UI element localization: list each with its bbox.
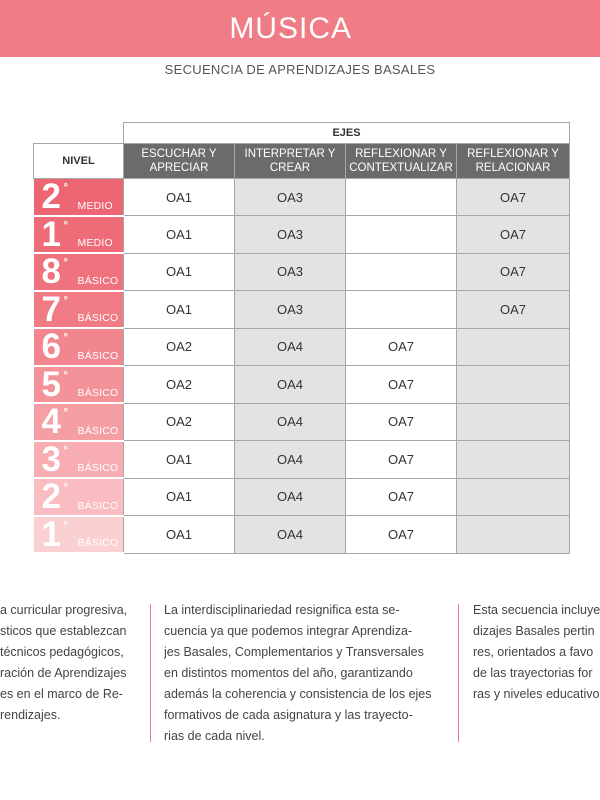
text-line: dizajes Basales pertin: [473, 624, 595, 638]
level-name: BÁSICO: [77, 349, 119, 362]
table-row: [34, 216, 570, 254]
objective-cell: OA3: [235, 179, 346, 216]
level-cell: [34, 403, 124, 441]
text-line: Esta secuencia incluye: [473, 603, 600, 617]
objective-cell: OA7: [346, 441, 457, 479]
level-number: 5: [41, 364, 61, 404]
objective-cell: OA7: [346, 366, 457, 404]
text-column-middle: [164, 600, 436, 747]
level-number: 8: [41, 252, 61, 291]
level-degree: °: [63, 369, 68, 382]
objective-cell: OA7: [346, 403, 457, 441]
text-line: formativos de cada asignatura y las trayecto-: [164, 708, 413, 722]
objective-cell: OA1: [124, 441, 235, 479]
text-line: técnicos pedagógicos,: [0, 645, 124, 659]
level-cell: [34, 253, 124, 291]
level-number: 4: [41, 402, 61, 441]
text-line: res, orientados a favo: [473, 645, 594, 659]
objective-cell: [346, 179, 457, 216]
objective-cell: OA4: [235, 328, 346, 366]
level-number: 6: [41, 327, 61, 366]
objective-cell: OA7: [457, 216, 570, 254]
table-row: [34, 403, 570, 441]
objective-cell: [457, 516, 570, 554]
level-name: BÁSICO: [77, 537, 119, 549]
objective-cell: OA7: [346, 328, 457, 366]
level-degree: °: [63, 294, 68, 307]
level-name: MEDIO: [77, 199, 113, 212]
objective-cell: OA4: [235, 441, 346, 479]
text-line: rias de cada nivel.: [164, 729, 265, 743]
objective-cell: OA1: [124, 216, 235, 254]
level-cell: [34, 441, 124, 479]
objective-cell: [457, 478, 570, 516]
text-line: a curricular progresiva,: [0, 603, 128, 617]
table-corner: [34, 123, 124, 144]
level-cell: [34, 179, 124, 216]
objective-cell: OA7: [346, 478, 457, 516]
objective-cell: OA3: [235, 253, 346, 291]
table-row: [34, 253, 570, 291]
level-name: BÁSICO: [77, 499, 119, 512]
level-number: 1: [41, 514, 61, 554]
table-row: [34, 478, 570, 516]
table-row: [34, 328, 570, 366]
level-degree: °: [63, 444, 68, 457]
text-line: La interdisciplinariedad resignifica esta se-: [164, 603, 400, 617]
level-cell: [34, 328, 124, 366]
level-number: 7: [41, 289, 61, 329]
text-line: de las trayectorias for: [473, 666, 593, 680]
axis-header: REFLEXIONAR Y RELACIONAR: [457, 144, 570, 179]
objective-cell: OA2: [124, 403, 235, 441]
table-row: [34, 366, 570, 404]
level-degree: °: [63, 257, 68, 269]
objective-cell: OA1: [124, 478, 235, 516]
level-degree: °: [63, 332, 68, 344]
table-row: [34, 516, 570, 554]
objective-cell: [457, 441, 570, 479]
table-row: [34, 291, 570, 329]
learning-sequence-table: [33, 122, 570, 554]
level-number: 3: [41, 439, 61, 479]
objective-cell: OA3: [235, 291, 346, 329]
level-name: BÁSICO: [77, 462, 119, 474]
level-cell: [34, 478, 124, 516]
objective-cell: OA4: [235, 366, 346, 404]
objective-cell: OA4: [235, 403, 346, 441]
objective-cell: OA1: [124, 253, 235, 291]
text-line: ras y niveles educativo: [473, 687, 600, 701]
level-number: 2: [41, 477, 61, 516]
level-name: BÁSICO: [77, 312, 119, 324]
objective-cell: OA2: [124, 328, 235, 366]
objective-cell: OA7: [457, 253, 570, 291]
text-line: sticos que establezcan: [0, 624, 127, 638]
text-column-left: [0, 600, 132, 726]
level-degree: °: [63, 407, 68, 419]
level-cell: [34, 516, 124, 554]
objective-cell: OA4: [235, 478, 346, 516]
objective-cell: [346, 291, 457, 329]
table-row: [34, 441, 570, 479]
level-name: BÁSICO: [77, 274, 119, 287]
level-cell: [34, 366, 124, 404]
title-banner: [0, 0, 600, 57]
level-name: MEDIO: [77, 237, 113, 249]
objective-cell: [457, 403, 570, 441]
level-number: 2: [41, 177, 61, 216]
objective-cell: OA1: [124, 291, 235, 329]
text-line: cuencia ya que podemos integrar Aprendiza-: [164, 624, 413, 638]
column-divider-left: [150, 604, 151, 742]
objective-cell: OA3: [235, 216, 346, 254]
column-divider-right: [458, 604, 459, 742]
objective-cell: OA2: [124, 366, 235, 404]
objective-cell: OA1: [124, 179, 235, 216]
level-degree: °: [63, 482, 68, 494]
page-title: MÚSICA: [229, 11, 352, 45]
text-line: en distintos momentos del año, garantizando: [164, 666, 413, 680]
objective-cell: OA7: [457, 291, 570, 329]
text-line: además la coherencia y consistencia de los ejes: [164, 687, 432, 701]
text-column-right: [473, 600, 600, 705]
objective-cell: OA7: [457, 179, 570, 216]
objective-cell: [457, 366, 570, 404]
ejes-header: EJES: [124, 123, 570, 144]
objective-cell: OA4: [235, 516, 346, 554]
level-degree: °: [63, 519, 68, 532]
table-row: [34, 179, 570, 216]
axis-header: REFLEXIONAR Y CONTEXTUALIZAR: [346, 144, 457, 179]
objective-cell: OA7: [346, 516, 457, 554]
objective-cell: [346, 253, 457, 291]
objective-cell: [346, 216, 457, 254]
text-line: es en el marco de Re-: [0, 687, 123, 701]
nivel-header: NIVEL: [34, 144, 124, 179]
level-degree: °: [63, 219, 68, 232]
axis-header: ESCUCHAR Y APRECIAR: [124, 144, 235, 179]
objective-cell: OA1: [124, 516, 235, 554]
axis-header: INTERPRETAR Y CREAR: [235, 144, 346, 179]
level-cell: [34, 216, 124, 254]
level-cell: [34, 291, 124, 329]
level-name: BÁSICO: [77, 387, 119, 399]
text-line: jes Basales, Complementarios y Transversales: [164, 645, 424, 659]
objective-cell: [457, 328, 570, 366]
text-line: ración de Aprendizajes: [0, 666, 127, 680]
page-subtitle: SECUENCIA DE APRENDIZAJES BASALES: [164, 62, 436, 77]
level-number: 1: [41, 214, 61, 254]
level-name: BÁSICO: [77, 424, 119, 437]
text-line: rendizajes.: [0, 708, 61, 722]
level-degree: °: [63, 182, 68, 194]
